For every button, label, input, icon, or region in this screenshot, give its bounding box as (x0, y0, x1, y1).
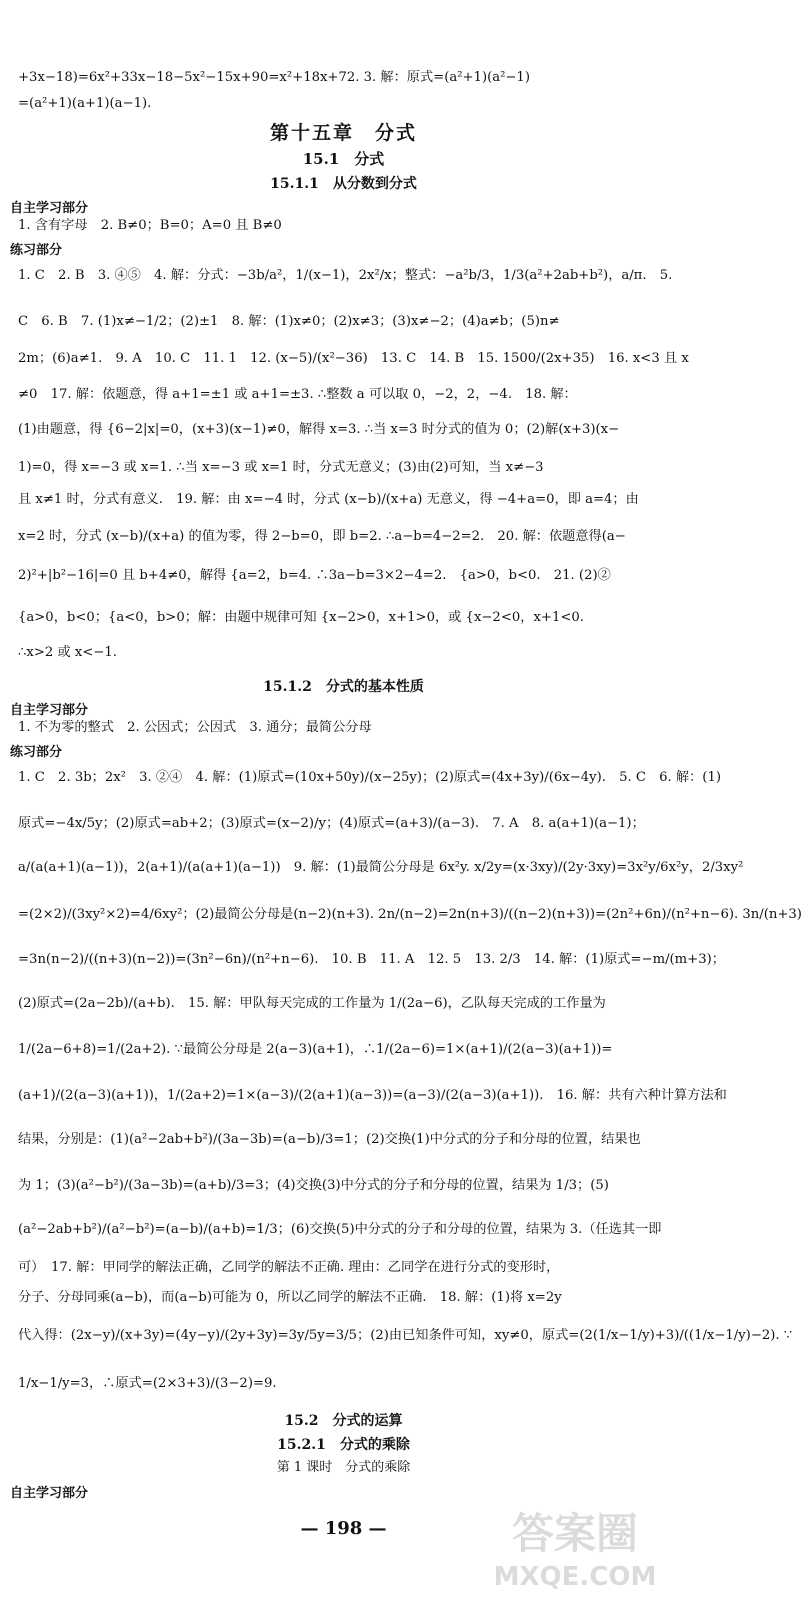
section-title-15-2: 15.2 分式的运算 (284, 1413, 403, 1429)
chapter-title: 第十五章 分式 (269, 122, 417, 144)
text-line: +3x−18)=6x²+33x−18−5x²−15x+90=x²+18x+72. 3. 解：原式=(a²+1)(a²−1) (18, 70, 530, 85)
self-study-label: 自主学习部分 (10, 703, 89, 718)
section-title-15-2-1: 15.2.1 分式的乘除 (277, 1437, 410, 1453)
page-number: — 198 — (300, 1518, 387, 1539)
text-line: 原式=−4x/5y；(2)原式=ab+2；(3)原式=(x−2)/y；(4)原式=(a+3)/(a−3). 7. A 8. a(a+1)(a−1)； (18, 816, 645, 831)
text-line: 1)=0，得 x=−3 或 x=1. ∴当 x=−3 或 x=1 时，分式无意义；(3)由(2)可知，当 x≠−3 (18, 460, 544, 475)
text-line: =3n(n−2)/((n+3)(n−2))=(3n²−6n)/(n²+n−6). 10. B 11. A 12. 5 13. 2/3 14. 解：(1)原式=−m/(m+3)； (18, 952, 725, 967)
text-line: a/(a(a+1)(a−1))，2(a+1)/(a(a+1)(a−1)) 9. 解：(1)最简公分母是 6x²y. x/2y=(x·3xy)/(2y·3xy)=3x²y/6x²y，2/3xy² (18, 860, 744, 875)
self-study-answers: 1. 不为零的整式 2. 公因式；公因式 3. 通分；最简公分母 (18, 720, 372, 735)
text-line: 2)²+|b²−16|=0 且 b+4≠0，解得 {a=2，b=4. ∴3a−b=3×2−4=2. {a>0，b<0. 21. (2)② (18, 568, 611, 583)
text-line: 可） 17. 解：甲同学的解法正确，乙同学的解法不正确. 理由：乙同学在进行分式的变形时， (18, 1260, 560, 1275)
watermark-logo (475, 1503, 675, 1593)
watermark-logo-text: 答案圈 (511, 1509, 639, 1558)
text-line: 为 1；(3)(a²−b²)/(3a−3b)=(a+b)/3=3；(4)交换(3)中分式的分子和分母的位置，结果为 1/3；(5) (18, 1178, 609, 1193)
watermark-logo-icon (475, 1503, 675, 1593)
section-title-15-1-1: 15.1.1 从分数到分式 (270, 176, 417, 192)
text-line: 2m；(6)a≠1. 9. A 10. C 11. 1 12. (x−5)/(x²−36) 13. C 14. B 15. 1500/(2x+35) 16. x<3 且 x (18, 351, 689, 366)
text-line: (a²−2ab+b²)/(a²−b²)=(a−b)/(a+b)=1/3；(6)交换(5)中分式的分子和分母的位置，结果为 3.（任选其一即 (18, 1222, 662, 1237)
text-line: ∴x>2 或 x<−1. (18, 645, 117, 660)
text-line: =(2×2)/(3xy²×2)=4/6xy²；(2)最简公分母是(n−2)(n+3). 2n/(n−2)=2n(n+3)/((n−2)(n+3))=(2n²+6n)/(n²+n−6). 3n/(n+3) (18, 907, 802, 922)
practice-label: 练习部分 (10, 745, 63, 760)
text-line: ≠0 17. 解：依题意，得 a+1=±1 或 a+1=±3. ∴整数 a 可以取 0，−2，2，−4. 18. 解： (18, 387, 577, 402)
text-line: 1/(2a−6+8)=1/(2a+2). ∵最简公分母是 2(a−3)(a+1)，∴1/(2a−6)=1×(a+1)/(2(a−3)(a+1))= (18, 1042, 613, 1057)
text-line: 分子、分母同乘(a−b)，而(a−b)可能为 0，所以乙同学的解法不正确. 18. 解：(1)将 x=2y (18, 1290, 562, 1305)
self-study-answers: 1. 含有字母 2. B≠0；B=0；A=0 且 B≠0 (18, 218, 282, 233)
text-line: {a>0，b<0；{a<0，b>0；解：由题中规律可知 {x−2>0，x+1>0，或 {x−2<0，x+1<0. (18, 610, 584, 625)
lesson-title: 第 1 课时 分式的乘除 (276, 1460, 411, 1475)
self-study-label: 自主学习部分 (10, 1486, 89, 1501)
text-line: 且 x≠1 时，分式有意义. 19. 解：由 x=−4 时，分式 (x−b)/(x+a) 无意义，得 −4+a=0，即 a=4；由 (18, 492, 639, 507)
self-study-label: 自主学习部分 (10, 201, 89, 216)
practice-label: 练习部分 (10, 243, 63, 258)
text-line: (2)原式=(2a−2b)/(a+b). 15. 解：甲队每天完成的工作量为 1/(2a−6)，乙队每天完成的工作量为 (18, 996, 606, 1011)
text-line: 1/x−1/y=3，∴原式=(2×3+3)/(3−2)=9. (18, 1376, 277, 1391)
text-line: =(a²+1)(a+1)(a−1). (18, 96, 152, 111)
text-line: 结果，分别是：(1)(a²−2ab+b²)/(3a−3b)=(a−b)/3=1；(2)交换(1)中分式的分子和分母的位置，结果也 (18, 1132, 641, 1147)
text-line: C 6. B 7. (1)x≠−1/2；(2)±1 8. 解：(1)x≠0；(2)x≠3；(3)x≠−2；(4)a≠b；(5)n≠ (18, 314, 560, 329)
section-title-15-1-2: 15.1.2 分式的基本性质 (263, 679, 424, 695)
text-line: 代入得：(2x−y)/(x+3y)=(4y−y)/(2y+3y)=3y/5y=3/5；(2)由已知条件可知，xy≠0，原式=(2(1/x−1/y)+3)/((1/x−1/y)−2). ∵ (18, 1328, 793, 1343)
text-line: x=2 时，分式 (x−b)/(x+a) 的值为零，得 2−b=0，即 b=2. ∴a−b=4−2=2. 20. 解：依题意得(a− (18, 529, 626, 544)
text-line: 1. C 2. B 3. ④⑤ 4. 解：分式：−3b/a²，1/(x−1)，2x²/x；整式：−a²b/3，1/3(a²+2ab+b²)，a/π. 5. (18, 268, 673, 283)
watermark-text: MXQE.COM (493, 1562, 657, 1592)
text-line: (1)由题意，得 {6−2|x|=0，(x+3)(x−1)≠0，解得 x=3. ∴当 x=3 时分式的值为 0；(2)解(x+3)(x− (18, 422, 620, 437)
text-line: (a+1)/(2(a−3)(a+1))，1/(2a+2)=1×(a−3)/(2(a+1)(a−3))=(a−3)/(2(a−3)(a+1)). 16. 解：共有六种计算方法和 (18, 1088, 727, 1103)
section-title-15-1: 15.1 分式 (302, 150, 385, 168)
text-line: 1. C 2. 3b；2x² 3. ②④ 4. 解：(1)原式=(10x+50y)/(x−25y)；(2)原式=(4x+3y)/(6x−4y). 5. C 6. 解：(1) (18, 770, 721, 785)
